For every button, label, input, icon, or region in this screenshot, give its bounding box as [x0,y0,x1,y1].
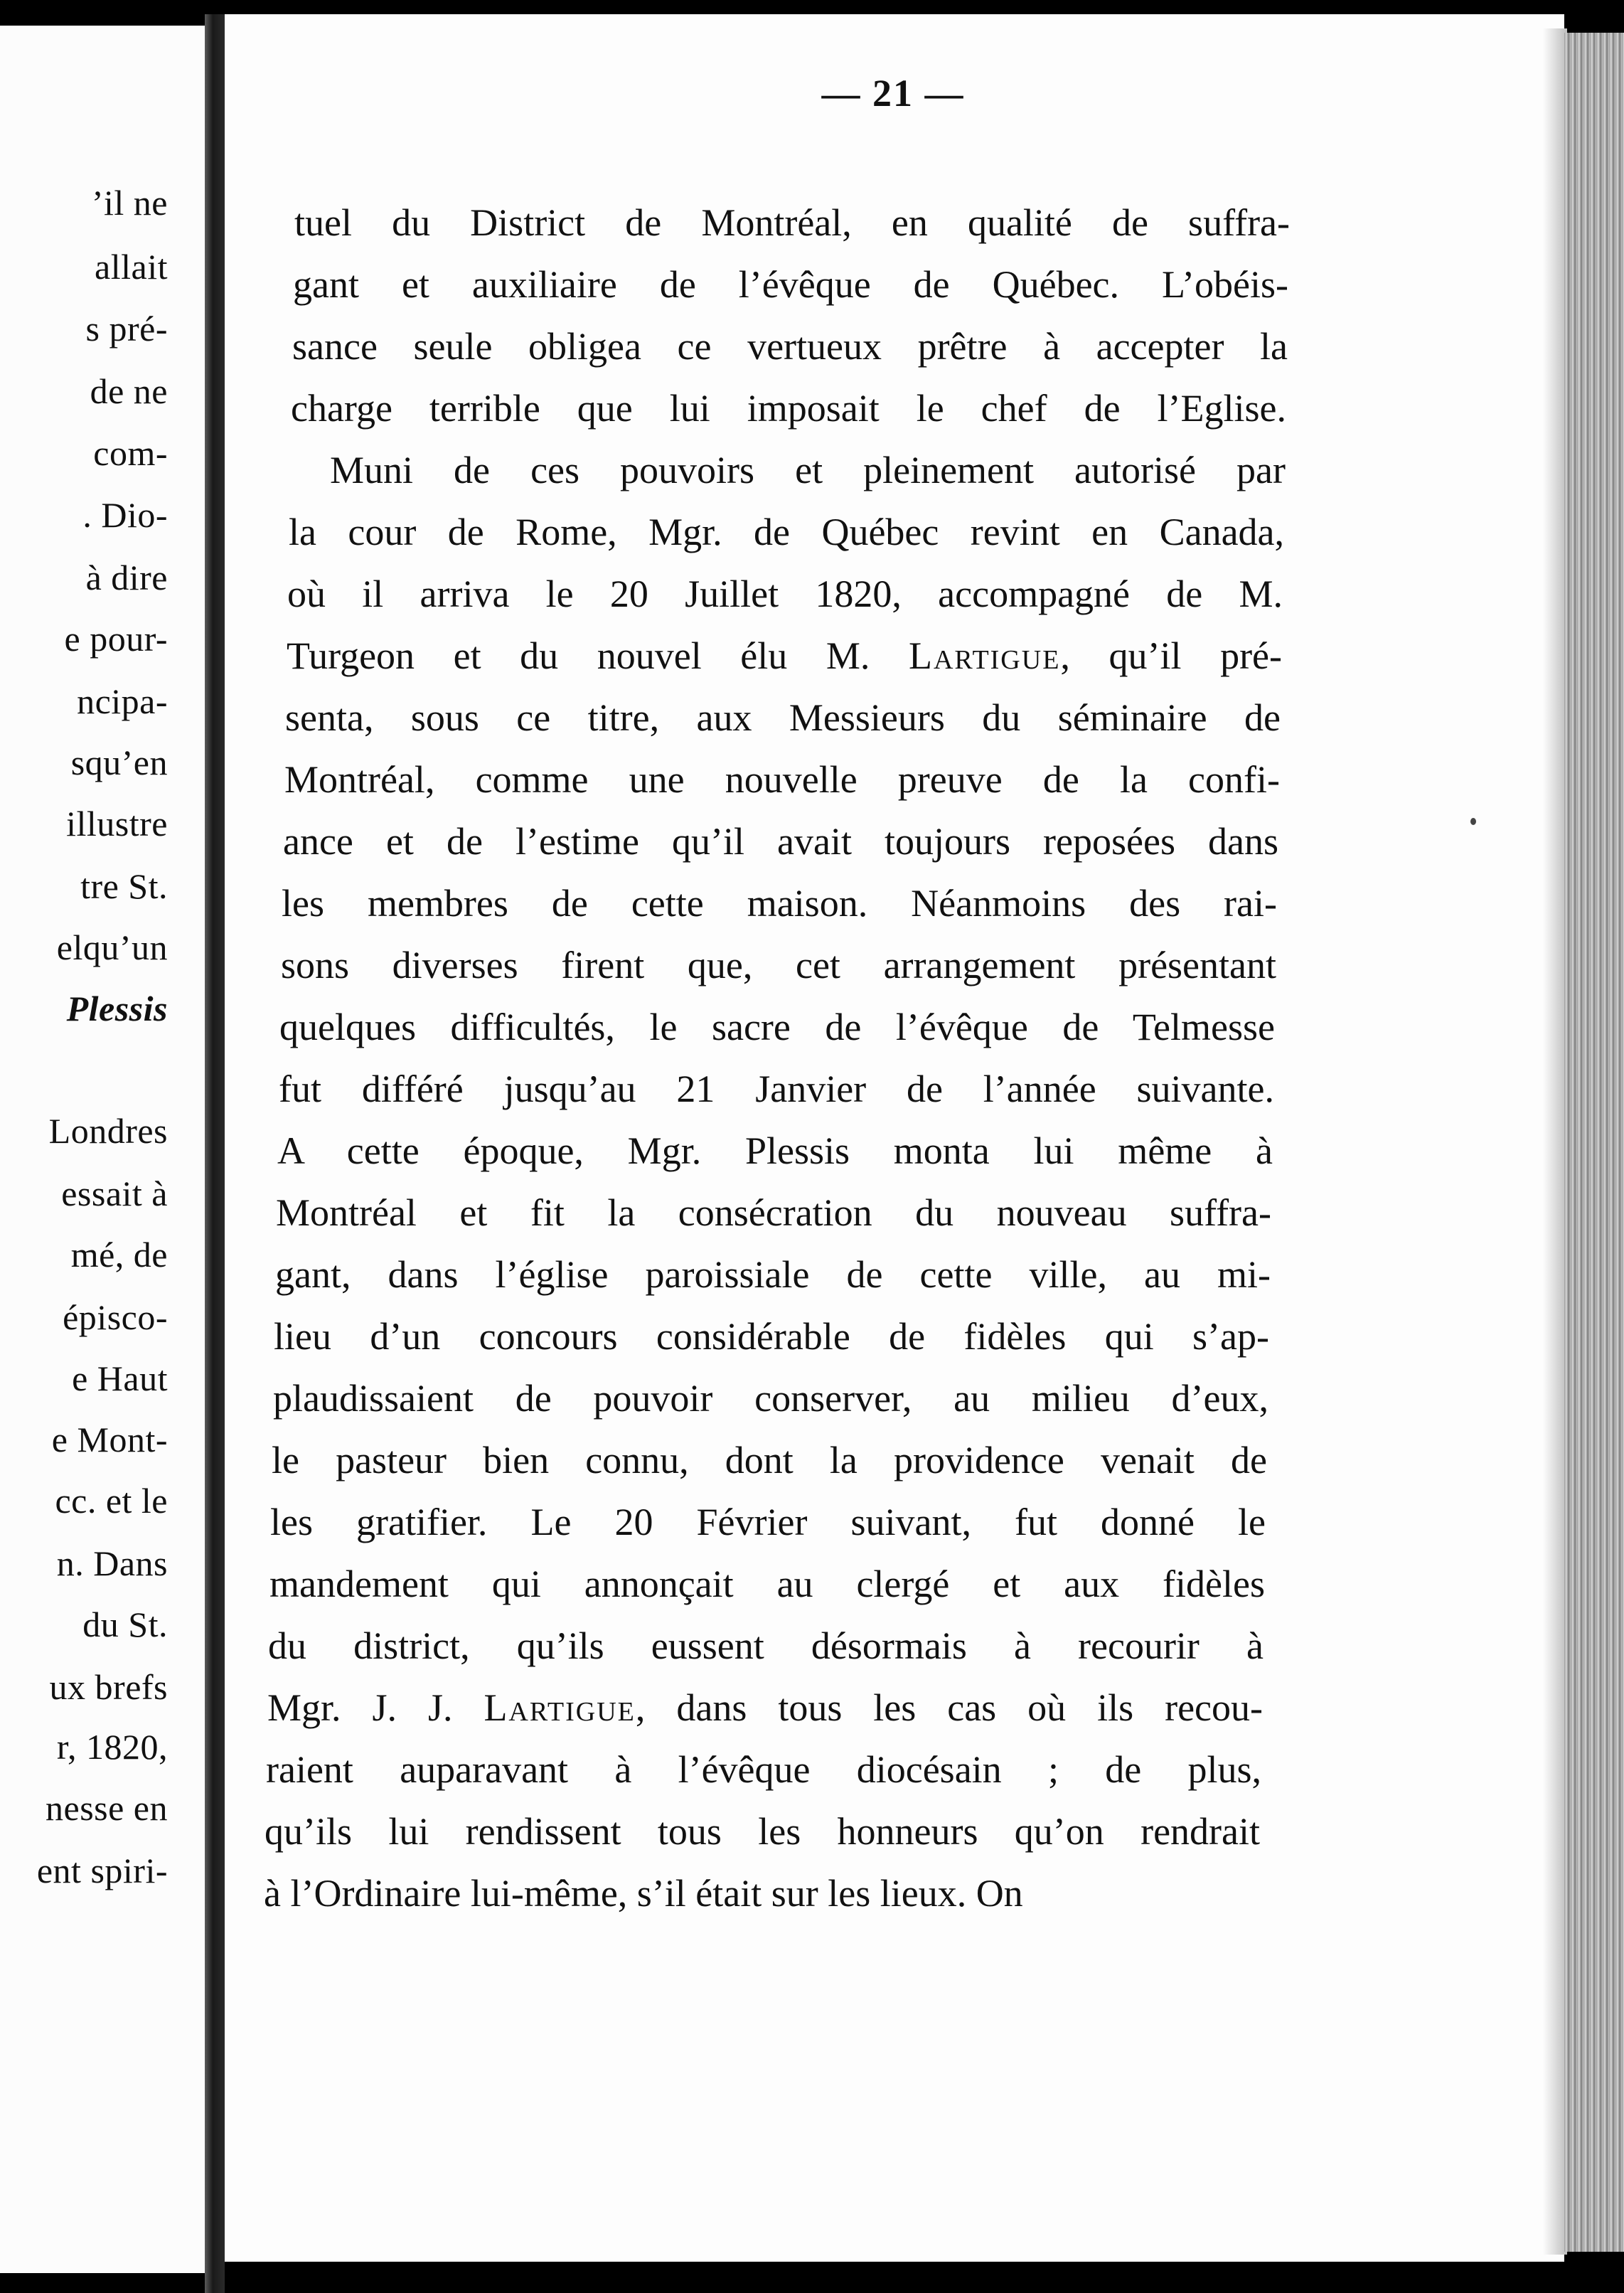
page-body-text [264,192,1290,1925]
page-number: — 21 — [821,72,965,115]
body-text-line: sons diverses firent que, cet arrangement présentant [281,944,1276,986]
previous-page-line: de ne [90,371,168,411]
paper-speck [1470,818,1476,825]
body-text-line: fut différé jusqu’au 21 Janvier de l’année suivante. [279,1068,1274,1110]
previous-page-line: elqu’un [56,927,168,967]
body-text-line: où il arriva le 20 Juillet 1820, accompagné de M. [287,573,1283,615]
body-text-line: du district, qu’ils eussent désormais à recourir à [268,1624,1264,1667]
body-text-line: raient auparavant à l’évêque diocésain ; de plus, [266,1748,1261,1791]
body-text-line: qu’ils lui rendissent tous les honneurs qu’on rendrait [265,1810,1260,1853]
body-text-segment: , dans tous les cas où ils recou- [635,1686,1264,1729]
body-text-line: quelques difficultés, le sacre de l’évêque de Telmesse [279,1006,1275,1048]
previous-page-line: ’il ne [91,183,168,223]
page-edge-stack [1564,33,1624,2252]
body-text-segment: Turgeon et du nouvel élu M. [287,634,909,677]
previous-page-line: mé, de [70,1235,168,1275]
body-text-line: lieu d’un concours considérable de fidèles qui s’ap- [274,1315,1269,1358]
body-text-line: Montréal et fit la consécration du nouveau suffra- [276,1191,1271,1234]
body-text-line [267,1677,1263,1739]
previous-page-fragment [0,26,205,2273]
previous-page-line: Plessis [66,989,168,1028]
previous-page-line: s pré- [85,309,168,349]
body-text-segment: , qu’il pré- [1060,634,1282,677]
previous-page-line: à dire [85,558,168,597]
previous-page-line: cc. et le [55,1481,168,1521]
body-text-line: mandement qui annonçait au clergé et aux fidèles [269,1563,1265,1605]
body-text-line: la cour de Rome, Mgr. de Québec revint en Canada, [289,511,1284,553]
body-text-line: ance et de l’estime qu’il avait toujours reposées dans [283,820,1278,863]
body-text-line: gant et auxiliaire de l’évêque de Québec. L’obéis- [293,263,1288,306]
previous-page-line: ux brefs [49,1667,168,1707]
body-text-line: tuel du District de Montréal, en qualité de suffra- [294,201,1290,244]
previous-page-line: essait à [61,1174,168,1213]
body-text-line: Muni de ces pouvoirs et pleinement autorisé par [330,449,1286,491]
body-text-line: à l’Ordinaire lui-même, s’il était sur les lieux. On [264,1872,1023,1915]
previous-page-line: tre St. [80,866,168,906]
small-caps-name: Lartigue [484,1686,636,1729]
body-text-line: les gratifier. Le 20 Février suivant, fut donné le [270,1501,1266,1543]
page-21 [225,14,1564,2262]
page-edge-shadow [1543,28,1567,2255]
previous-page-line: nesse en [46,1788,168,1828]
previous-page-line: . Dio- [82,495,168,535]
body-text-line: A cette époque, Mgr. Plessis monta lui même à [277,1129,1273,1172]
body-text-line: les membres de cette maison. Néanmoins des rai- [282,882,1277,925]
previous-page-line: du St. [82,1605,168,1644]
previous-page-line: n. Dans [56,1543,168,1583]
body-text-line: gant, dans l’église paroissiale de cette ville, au mi- [275,1253,1271,1296]
previous-page-line: r, 1820, [56,1727,168,1767]
body-text-line: charge terrible que lui imposait le chef de l’Eglise. [291,387,1286,430]
previous-page-line: com- [93,433,168,473]
body-text-segment: Mgr. J. J. [267,1686,484,1729]
previous-page-line: e pour- [64,619,168,659]
body-text-line: le pasteur bien connu, dont la providence venait de [272,1439,1267,1481]
previous-page-line: e Mont- [51,1420,168,1459]
body-text-line [287,625,1282,687]
previous-page-line: épisco- [63,1297,168,1337]
previous-page-line: Londres [48,1111,168,1151]
previous-page-line: e Haut [72,1358,168,1398]
previous-page-line: ent spiri- [36,1851,168,1890]
small-caps-name: Lartigue [908,634,1061,677]
body-text-line: Montréal, comme une nouvelle preuve de la confi- [284,758,1280,801]
previous-page-line: allait [95,247,168,287]
previous-page-line: ncipa- [77,681,168,721]
book-gutter [205,14,225,2293]
body-text-line: sance seule obligea ce vertueux prêtre à accepter la [292,325,1288,368]
body-text-line: senta, sous ce titre, aux Messieurs du séminaire de [285,696,1281,739]
previous-page-line: squ’en [70,743,168,782]
previous-page-line: illustre [66,804,168,844]
body-text-line: plaudissaient de pouvoir conserver, au milieu d’eux, [273,1377,1268,1420]
